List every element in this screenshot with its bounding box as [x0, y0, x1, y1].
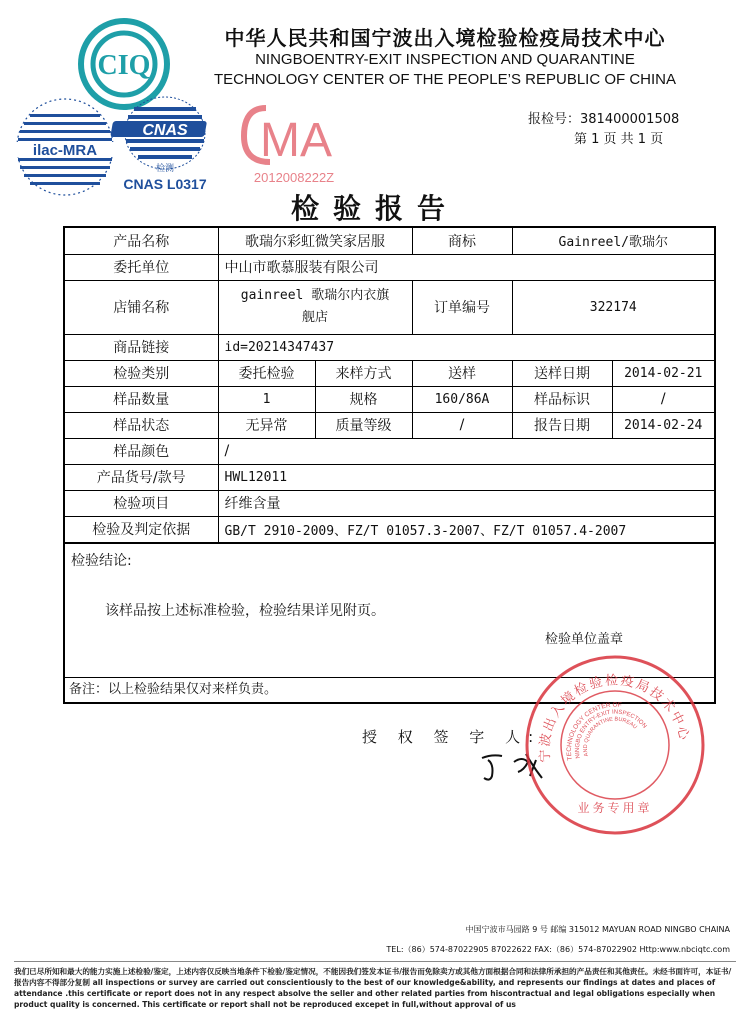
order-value: 322174 — [512, 280, 714, 334]
report-table — [63, 226, 716, 704]
basis-value: GB/T 2910-2009、FZ/T 01057.3-2007、FZ/T 01057.4-2007 — [218, 516, 714, 542]
shop-value — [218, 280, 412, 334]
org-name-cn: 中华人民共和国宁波出入境检验检疫局技术中心 — [224, 26, 666, 50]
footer-address: 中国宁波市马园路 9 号 邮编 315012 MAYUAN ROAD NINGBO CHAINA — [465, 925, 730, 934]
org-name-en-line1: NINGBOENTRY-EXIT INSPECTION AND QUARANTINE — [255, 51, 635, 68]
table-row — [65, 438, 714, 464]
stamp-inner-text-3: AND QUARANTINE BUREAU — [582, 716, 638, 757]
report-title: 检验报告 — [290, 192, 459, 225]
client-label: 委托单位 — [65, 254, 218, 280]
cma-logo — [230, 102, 358, 188]
org-name-en-line2: TECHNOLOGY CENTER OF THE PEOPLE’S REPUBLIC OF CHINA — [213, 71, 677, 88]
cnas-code-text: CNAS L0317 — [123, 176, 207, 192]
brand-label: 商标 — [412, 228, 512, 254]
cnas-sub-text: 检测 — [155, 164, 175, 174]
sampling-label: 来样方式 — [315, 360, 412, 386]
test-type-label: 检验类别 — [65, 360, 218, 386]
seal-label: 检验单位盖章 — [545, 631, 624, 647]
page-info: 第 1 页 共 1 页 — [574, 132, 664, 147]
ma-text: MA — [260, 114, 332, 167]
item-no-value: HWL12011 — [218, 464, 714, 490]
test-type-value: 委托检验 — [218, 360, 315, 386]
qty-label: 样品数量 — [65, 386, 218, 412]
table-row — [65, 516, 714, 542]
state-label: 样品状态 — [65, 412, 218, 438]
table-row — [65, 386, 714, 412]
grade-label: 质量等级 — [315, 412, 412, 438]
table-row — [65, 490, 714, 516]
table-row — [65, 254, 714, 280]
report-date-label: 报告日期 — [512, 412, 612, 438]
table-row — [65, 412, 714, 438]
cnas-text: CNAS — [142, 122, 188, 139]
remark: 备注：以上检验结果仅对来样负责。 — [65, 677, 714, 702]
send-date-label: 送样日期 — [512, 360, 612, 386]
stamp-inner-text-1: TECHNOLOGY CENTER OF — [565, 701, 622, 761]
table-row — [65, 280, 714, 334]
table-row — [65, 228, 714, 254]
shop-value-line2: 舰店 — [301, 310, 328, 325]
conclusion-text: 该样品按上述标准检验，检验结果详见附页。 — [105, 602, 385, 619]
color-value: / — [218, 438, 714, 464]
stamp-bottom-text: 业务专用章 — [577, 801, 653, 815]
ilac-text: ilac-MRA — [32, 142, 98, 159]
sampling-value: 送样 — [412, 360, 512, 386]
conclusion-heading: 检验结论: — [71, 552, 132, 569]
footer-divider — [14, 961, 736, 962]
spec-label: 规格 — [315, 386, 412, 412]
ma-number: 2012008222Z — [253, 170, 335, 185]
table-row — [65, 464, 714, 490]
order-label: 订单编号 — [412, 280, 512, 334]
table-row — [65, 360, 714, 386]
link-value: id=20214347437 — [218, 334, 714, 360]
product-name-label: 产品名称 — [65, 228, 218, 254]
shop-label: 店铺名称 — [65, 280, 218, 334]
shop-value-line1: gainreel 歌瑞尔内衣旗 — [240, 288, 390, 303]
signer-label: 授 权 签 字 人: — [362, 728, 542, 746]
official-seal-stamp — [522, 652, 708, 838]
send-date-value: 2014-02-21 — [612, 360, 714, 386]
sample-mark-label: 样品标识 — [512, 386, 612, 412]
stamp-inner-text-2: NINGBO ENTRY-EXIT INSPECTION — [574, 709, 648, 759]
ciq-text: CIQ — [97, 50, 151, 81]
grade-value: / — [412, 412, 512, 438]
table-row — [65, 334, 714, 360]
stamp-outer-text: 宁波出入境检验检疫局技术中心 — [537, 673, 692, 763]
cnas-logo — [110, 93, 220, 195]
test-item-label: 检验项目 — [65, 490, 218, 516]
client-value: 中山市歌慕服装有限公司 — [218, 254, 714, 280]
state-value: 无异常 — [218, 412, 315, 438]
basis-label: 检验及判定依据 — [65, 516, 218, 542]
product-name-value: 歌瑞尔彩虹微笑家居服 — [218, 228, 412, 254]
brand-value: Gainreel/歌瑞尔 — [512, 228, 714, 254]
item-no-label: 产品货号/款号 — [65, 464, 218, 490]
report-number: 报检号：381400001508 — [528, 112, 680, 127]
link-label: 商品链接 — [65, 334, 218, 360]
spec-value: 160/86A — [412, 386, 512, 412]
color-label: 样品颜色 — [65, 438, 218, 464]
footer-contact: TEL:（86）574-87022905 87022622 FAX:（86）574-87022902 Http:www.nbciqtc.com — [386, 945, 730, 954]
sample-mark-value: / — [612, 386, 714, 412]
qty-value: 1 — [218, 386, 315, 412]
test-item-value: 纤维含量 — [218, 490, 714, 516]
footer-disclaimer: 我们已尽所知和最大的能力实施上述检验/鉴定，上述内容仅反映当地条件下检验/鉴定情况，不能因我们签发本证书/报告而免除卖方或其他方面根据合同和法律所承担的产品责任和其他责任。未经书面许可，本证书/报告内容不得部分复制 all inspections or survey are carried out conscientiously to the best of our knowledge&ability, and represents our findings at dates and places of attendance .this certificate or report does not in any respect absolve the seller and other related parties from hiscontractual and legal obligations especially when product quality is concerned. This certificate or report shall not be reproduced excepet in full,without approval of us — [14, 967, 732, 1009]
report-date-value: 2014-02-24 — [612, 412, 714, 438]
